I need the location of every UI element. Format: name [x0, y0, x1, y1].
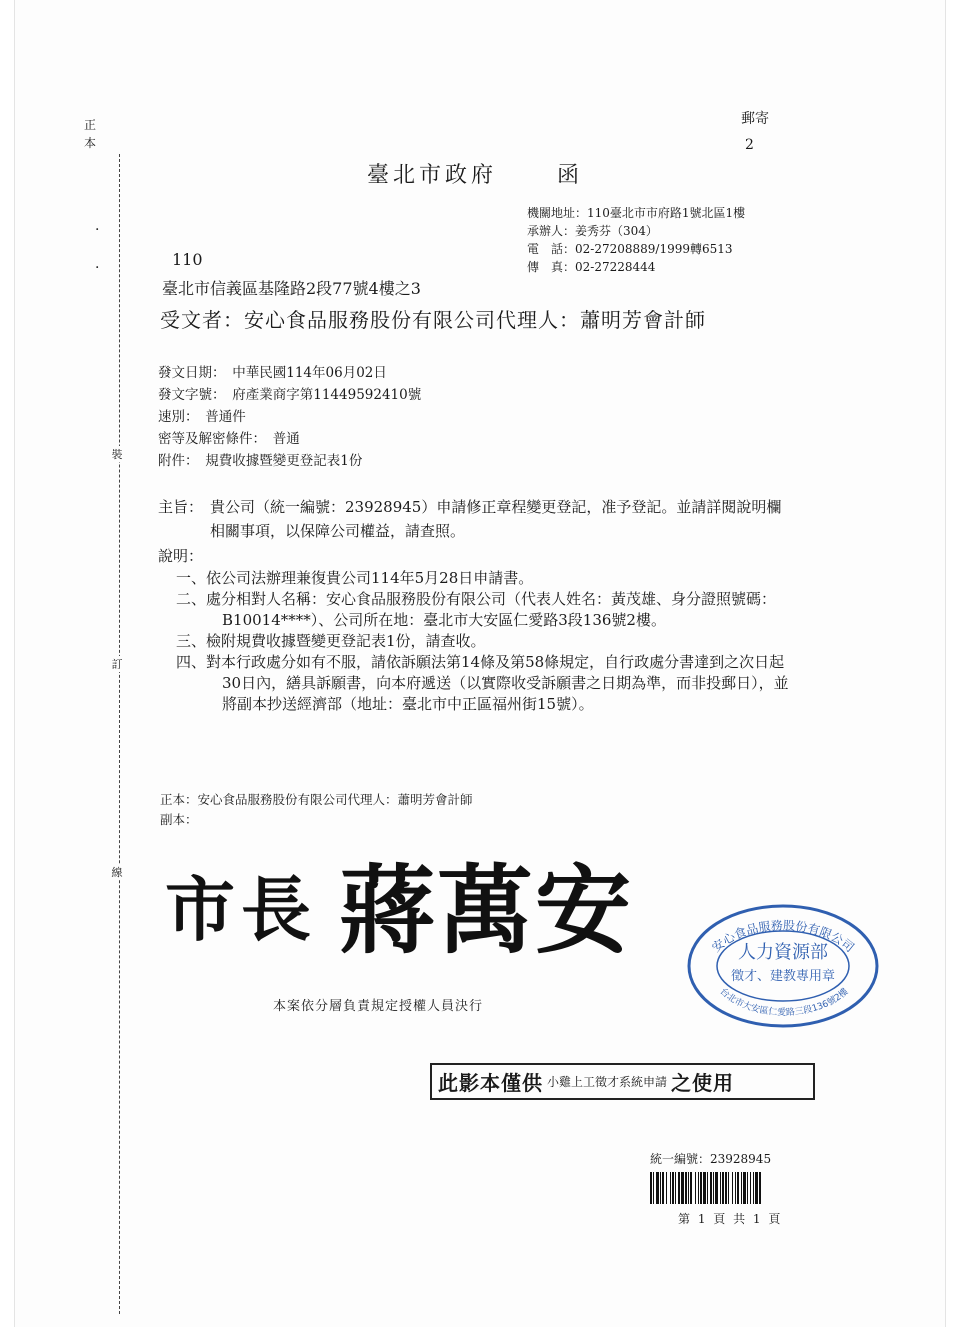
mayor-signature [165, 835, 633, 972]
mail-tag-number: 2 [745, 137, 754, 153]
document-number: 發文字號： 府產業商字第11449592410號 [158, 387, 422, 403]
agency-info [527, 204, 745, 276]
mayor-title: 市長 [165, 868, 317, 951]
agency-fax: 傳 真：02-27228444 [527, 260, 656, 274]
explanation-item: 一、依公司法辦理兼復貴公司114年5月28日申請書。 [176, 569, 534, 587]
explanation-section [158, 546, 798, 715]
mail-tag-label: 郵寄 [741, 111, 769, 127]
watermark-purpose: 小雞上工徵才系統申請 [547, 1075, 668, 1089]
attachment: 附件： 規費收據暨變更登記表1份 [158, 453, 363, 469]
seal-department: 人力資源部 [738, 942, 828, 963]
subject-text: 貴公司（統一編號：23928945）申請修正章程變更登記，准予登記。並請詳閱說明欄相關事項，以保障公司權益，請查照。 [210, 498, 782, 540]
company-seal [683, 900, 883, 1030]
watermark-suffix: 之使用 [671, 1071, 735, 1095]
binding-mark-middle: 訂 [108, 656, 126, 672]
watermark-prefix: 此影本僅供 [438, 1071, 543, 1095]
copies-section [160, 790, 473, 830]
page-number: 第 1 頁 共 1 頁 [678, 1212, 783, 1226]
binding-mark-bottom: 線 [108, 864, 126, 880]
security-class: 密等及解密條件： 普通 [158, 431, 300, 447]
agency-contact: 承辦人：姜秀芬（304） [527, 224, 658, 238]
barcode [648, 1170, 858, 1206]
mail-tag [741, 106, 769, 158]
document-meta [158, 362, 421, 472]
document-title [367, 158, 583, 189]
postal-code: 110 [172, 250, 203, 269]
copy-watermark [430, 1063, 815, 1100]
original-mark-vertical: 正 本 [84, 118, 97, 150]
seal-company-text: 安心食品服務股份有限公司 [709, 918, 857, 955]
explanation-item: 二、處分相對人名稱：安心食品服務股份有限公司（代表人姓名：黃茂雄、身分證照號碼：B10014****）、公司所在地：臺北市大安區仁愛路3段136號2樓。 [176, 590, 777, 629]
original-copy-recipient: 正本：安心食品服務股份有限公司代理人：蕭明芳會計師 [160, 792, 473, 807]
explanation-label: 說明： [158, 547, 204, 565]
issuing-organization: 臺北市政府 [367, 163, 498, 188]
issue-date: 發文日期： 中華民國114年06月02日 [158, 365, 387, 381]
explanation-item: 三、檢附規費收據暨變更登記表1份，請查收。 [176, 632, 486, 650]
binding-mark-top: 裝 [108, 446, 126, 462]
seal-purpose: 徵才、建教專用章 [730, 969, 836, 984]
agency-phone: 電 話：02-27208889/1999轉6513 [527, 242, 733, 256]
business-id-label: 統一編號：23928945 [650, 1152, 772, 1166]
agency-address: 機關地址：110臺北市市府路1號北區1樓 [527, 206, 746, 220]
recipient-address: 臺北市信義區基隆路2段77號4樓之3 [162, 279, 421, 298]
margin-dot: · [95, 222, 100, 238]
delegation-note: 本案依分層負責規定授權人員決行 [273, 999, 484, 1014]
seal-address-text: 台北市大安區仁愛路三段136號2樓 [717, 986, 851, 1019]
speed-class: 速別： 普通件 [158, 409, 246, 425]
margin-dot: · [95, 260, 100, 276]
duplicate-copy-recipient: 副本： [160, 812, 198, 827]
document-type: 函 [557, 163, 584, 188]
explanation-item: 四、對本行政處分如有不服，請依訴願法第14條及第58條規定，自行政處分書達到之次日起30日內，繕具訴願書，向本府遞送（以實際收受訴願書之日期為準，而非投郵日），並將副本抄送經濟部（地址：臺北市中正區福州街15號）。 [176, 653, 789, 713]
binding-line [119, 154, 120, 1314]
recipient: 受文者：安心食品服務股份有限公司代理人：蕭明芳會計師 [160, 308, 706, 332]
mayor-name: 蔣萬安 [339, 854, 633, 967]
subject-label: 主旨： [158, 498, 204, 516]
